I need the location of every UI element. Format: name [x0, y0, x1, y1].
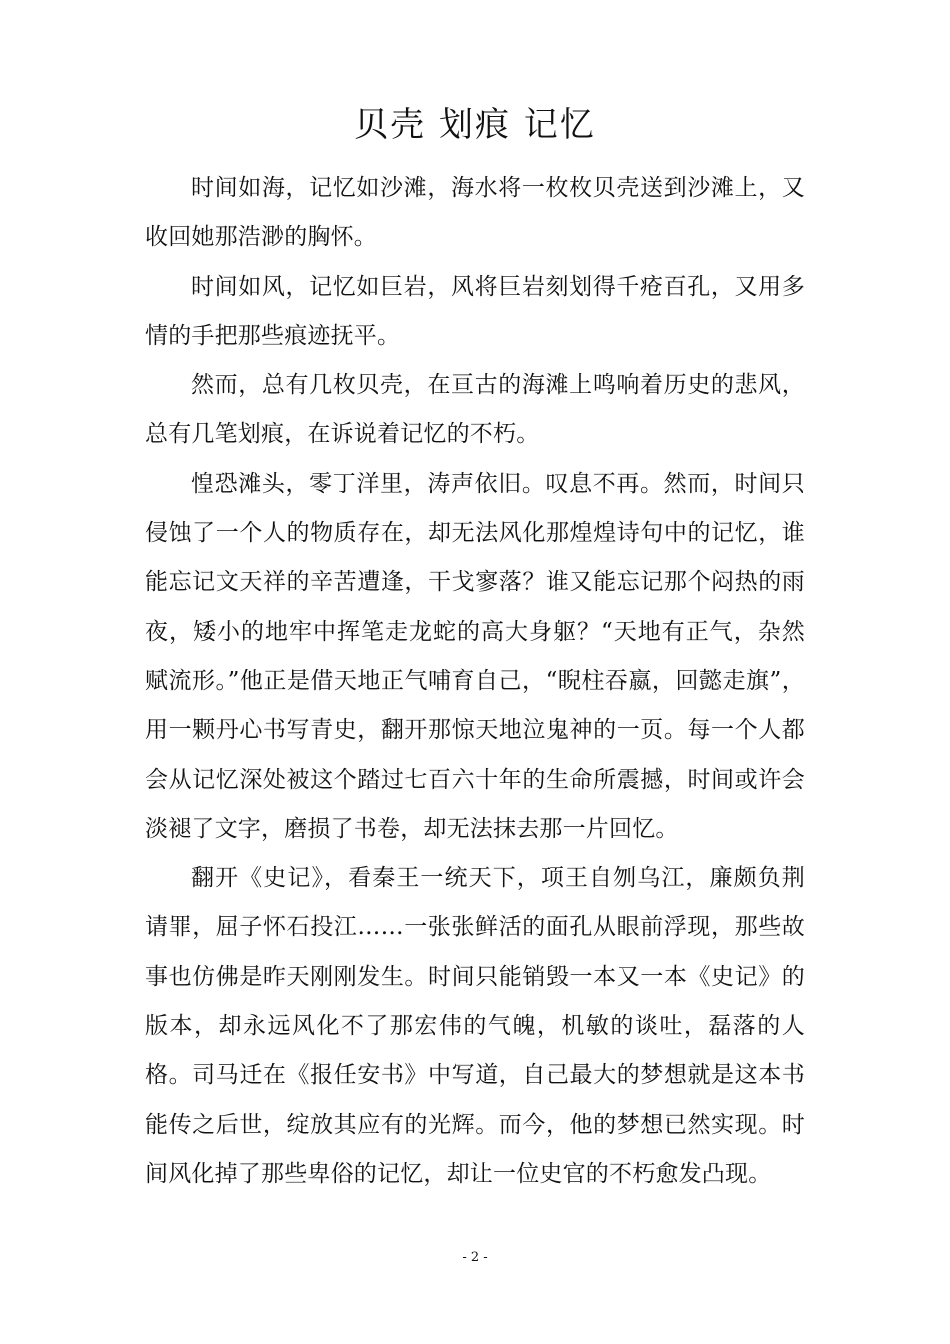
article-body — [145, 164, 805, 1199]
paragraph-3: 然而，总有几枚贝壳，在亘古的海滩上鸣响着历史的悲风，总有几笔划痕，在诉说着记忆的不朽。 — [145, 372, 805, 448]
paragraph-1: 时间如海，记忆如沙滩，海水将一枚枚贝壳送到沙滩上，又收回她那浩渺的胸怀。 — [145, 175, 805, 251]
page-title: 贝壳 划痕 记忆 — [354, 105, 596, 145]
paragraph-2: 时间如风，记忆如巨岩，风将巨岩刻划得千疮百孔，又用多情的手把那些痕迹抚平。 — [145, 273, 805, 349]
paragraph-4: 惶恐滩头，零丁洋里，涛声依旧。叹息不再。然而，时间只侵蚀了一个人的物质存在，却无法风化那煌煌诗句中的记忆，谁能忘记文天祥的辛苦遭逢，干戈寥落？谁又能忘记那个闷热的雨夜，矮小的地牢中挥笔走龙蛇的高大身躯？“天地有正气，杂然赋流形。”他正是借天地正气哺育自己，“睨柱吞嬴，回懿走旗”，用一颗丹心书写青史，翻开那惊天地泣鬼神的一页。每一个人都会从记忆深处被这个踏过七百六十年的生命所震撼，时间或许会淡褪了文字，磨损了书卷，却无法抹去那一片回忆。 — [145, 470, 805, 842]
page-number: - 2 - — [462, 1250, 488, 1265]
paragraph-5: 翻开《史记》，看秦王一统天下，项王自刎乌江，廉颇负荆请罪，屈子怀石投江……一张张鲜活的面孔从眼前浮现，那些故事也仿佛是昨天刚刚发生。时间只能销毁一本又一本《史记》的版本，却永远风化不了那宏伟的气魄，机敏的谈吐，磊落的人格。司马迁在《报任安书》中写道，自己最大的梦想就是这本书能传之后世，绽放其应有的光辉。而今，他的梦想已然实现。时间风化掉了那些卑俗的记忆，却让一位史官的不朽愈发凸现。 — [145, 865, 805, 1187]
